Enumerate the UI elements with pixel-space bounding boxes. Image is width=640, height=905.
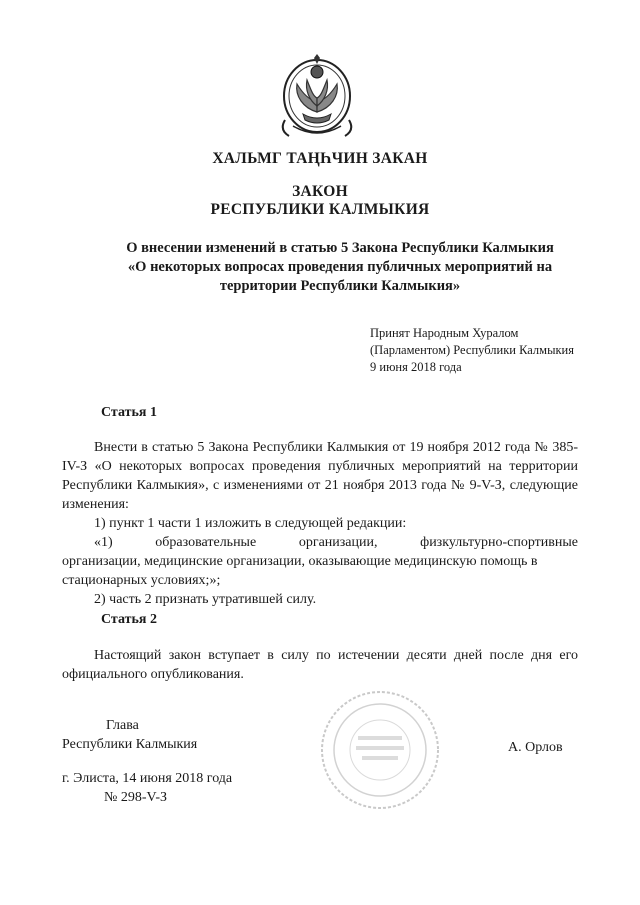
adoption-line: (Парламентом) Республики Калмыкия [370,343,574,357]
signatory-position-line2: Республики Калмыкия [62,737,198,752]
law-subject-line: территории Республики Калмыкия» [219,278,461,294]
law-subject-line: О внесении изменений в статью 5 Закона Республики Калмыкия [126,240,554,256]
adoption-line: Принят Народным Хуралом [370,326,519,340]
law-title-line2: РЕСПУБЛИКИ КАЛМЫКИЯ [210,201,430,218]
signatory-name: А. Орлов [508,740,563,755]
kalmyk-law-title: ХАЛЬМГ ТАҢҺЧИН ЗАКАН [212,150,428,167]
law-subject-line: «О некоторых вопросах проведения публичных мероприятий на [127,259,553,275]
signatory-position-line1: Глава [106,718,139,733]
article-1-intro: Внести в статью 5 Закона Республики Калмыкия от 19 ноября 2012 года № 385-IV-З «О некоторых вопросах проведения публичных мероприятий на территории Республики Калмыкия», с изменениями от 21 ноября 2013 года № 9-V-З, следующие изменения: [62,440,578,512]
article-2-text: Настоящий закон вступает в силу по истечении десяти дней после дня его официального опубликования. [62,648,578,682]
coat-of-arms-icon [273,50,361,142]
law-subject [20,239,640,296]
article-1-item-1: 1) пункт 1 части 1 изложить в следующей редакции: [94,516,407,531]
adoption-line: 9 июня 2018 года [370,360,462,374]
article-1-quote-first-line: «1) образовательные организации, физкультурно-спортивные [94,535,578,550]
article-1-item-2: 2) часть 2 признать утратившей силу. [94,592,317,607]
law-title-line1: ЗАКОН [292,183,348,200]
article-2-body [62,646,578,684]
adoption-note [370,325,574,376]
article-1-body [62,438,578,609]
article-1-heading: Статья 1 [101,405,157,420]
place-date: г. Элиста, 14 июня 2018 года [62,771,233,786]
law-number: № 298-V-З [104,790,168,805]
article-2-heading: Статья 2 [101,612,157,627]
official-seal-stamp-icon [318,688,442,812]
article-1-quote-rest: организации, медицинские организации, оказывающие медицинскую помощь в стационарных условиях;»; [62,554,538,588]
